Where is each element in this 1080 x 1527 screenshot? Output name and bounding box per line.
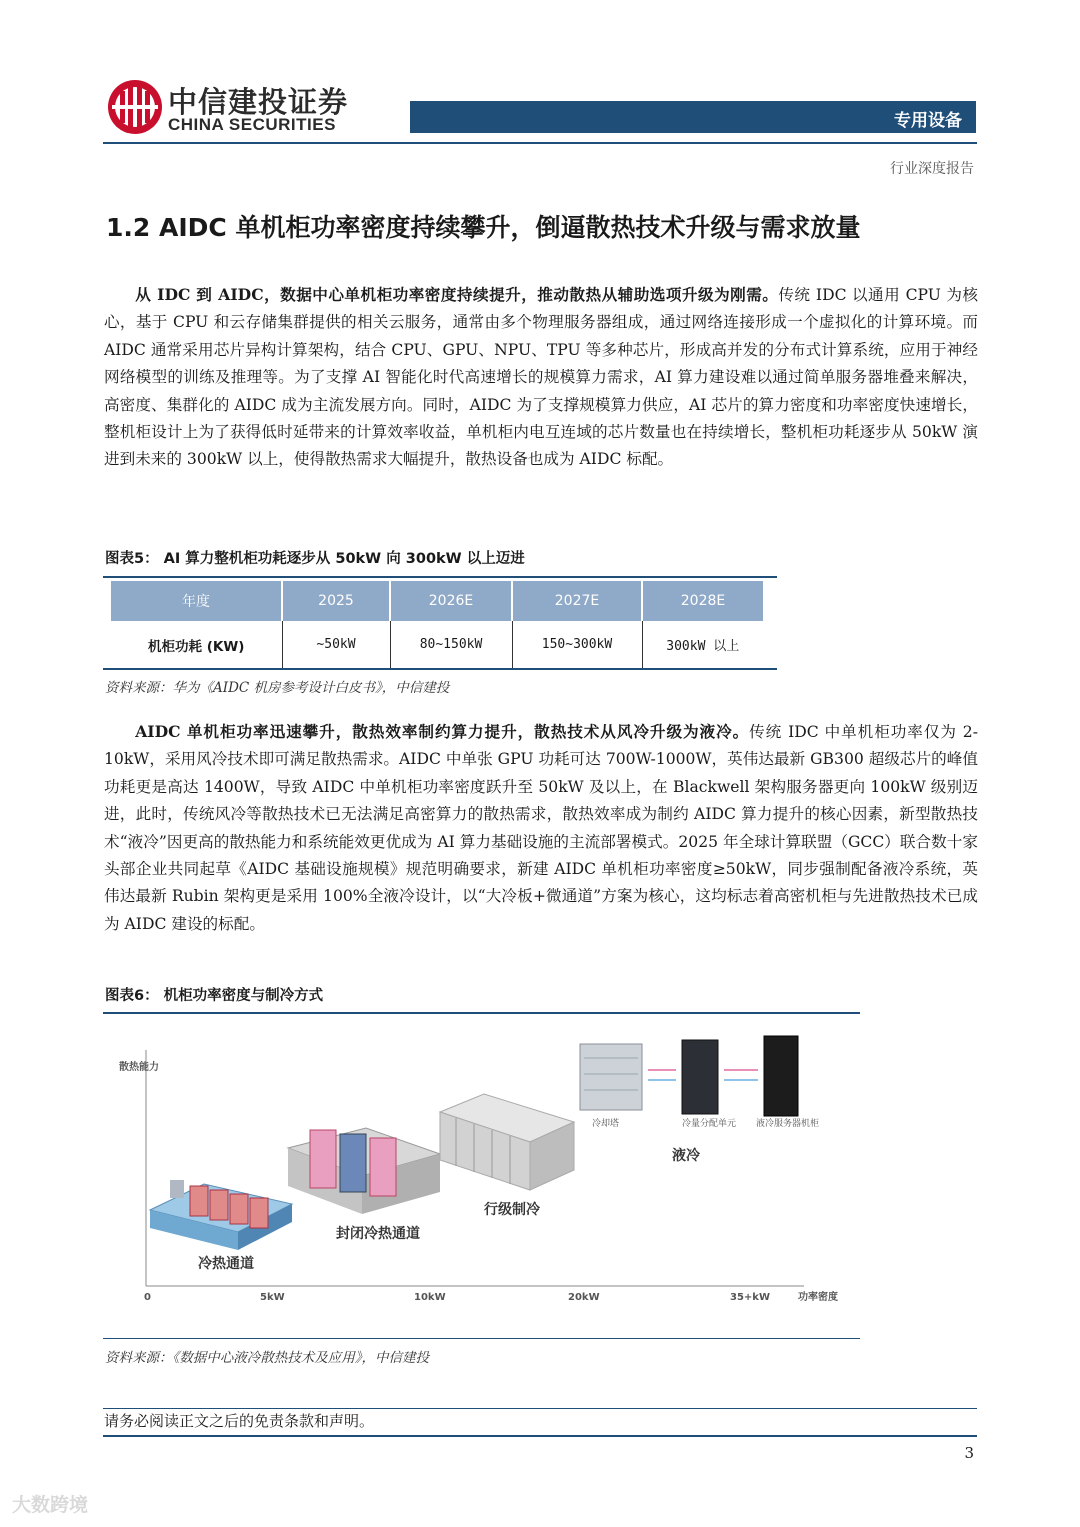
part-label: 冷却塔	[592, 1119, 620, 1129]
paragraph-liquid-cooling	[104, 718, 978, 938]
sector-label: 专用设备	[894, 111, 962, 131]
x-tick-label: 0	[144, 1292, 151, 1303]
stage-label: 冷热通道	[198, 1256, 254, 1272]
figure5-source: 资料来源：华为《AIDC 机房参考设计白皮书》，中信建投	[105, 680, 450, 696]
x-tick-label: 5kW	[260, 1292, 285, 1303]
stage-hot-cold-aisle	[150, 1180, 292, 1272]
figure6-source: 资料来源：《数据中心液冷散热技术及应用》，中信建投	[105, 1350, 429, 1366]
paragraph-idc-to-aidc	[104, 281, 978, 474]
figure5-label: 图表5： AI 算力整机柜功耗逐步从 50kW 向 300kW 以上迈进	[105, 551, 525, 567]
paragraph-lead: AIDC 单机柜功率迅速攀升，散热效率制约算力提升，散热技术从风冷升级为液冷。	[135, 722, 750, 741]
table-header-row	[111, 581, 763, 621]
stage-enclosed-aisle	[288, 1128, 440, 1242]
logo-name-en: CHINA SECURITIES	[168, 115, 336, 134]
table-header-cell: 2027E	[512, 581, 642, 621]
stage-label: 行级制冷	[484, 1202, 540, 1218]
report-type: 行业深度报告	[890, 161, 974, 177]
company-logo	[106, 78, 164, 136]
stage-liquid-cooling	[580, 1036, 819, 1164]
watermark: 大数跨境	[12, 1494, 89, 1516]
table-cell: 机柜功耗 (KW)	[111, 621, 282, 668]
part-label: 液冷服务器机柜	[756, 1119, 820, 1129]
footer-top-rule	[103, 1408, 977, 1409]
figure6-bottom-rule	[103, 1338, 860, 1339]
paragraph-lead: 从 IDC 到 AIDC，数据中心单机柜功率密度持续提升，推动散热从辅助选项升级为刚需。	[135, 285, 779, 304]
liquid-rack-icon	[764, 1036, 798, 1116]
part-label: 冷量分配单元	[682, 1119, 737, 1129]
table-cell: ~50kW	[282, 621, 390, 668]
footer-bottom-rule	[103, 1435, 977, 1437]
figure5-bottom-rule	[103, 668, 777, 670]
paragraph-body: 传统 IDC 以通用 CPU 为核心，基于 CPU 和云存储集群提供的相关云服务，通常由多个物理服务器组成，通过网络连接形成一个虚拟化的计算环境。而 AIDC 通常采用芯片异构计算架构，结合 CPU、GPU、NPU、TPU 等多种芯片，形成高并发的分布式计算系统，应用于神经网络模型的训练及推理等。为了支撑 AI 智能化时代高速增长的规模算力需求，AI 算力建设难以通过简单服务器堆叠来解决，高密度、集群化的 AIDC 成为主流发展方向。同时，AIDC 为了支撑规模算力供应，AI 芯片的算力密度和功率密度快速增长，整机柜设计上为了获得低时延带来的计算效率收益，单机柜内电互连域的芯片数量也在持续增长，整机柜功耗逐步从 50kW 演进到未来的 300kW 以上，使得散热需求大幅提升，散热设备也成为 AIDC 标配。	[104, 286, 979, 469]
table-cell: 300kW 以上	[666, 639, 740, 654]
cdu-icon	[682, 1040, 718, 1114]
header-divider	[103, 142, 977, 144]
stage-row-cooling	[440, 1094, 574, 1218]
china-securities-logo-icon	[106, 78, 164, 136]
cooling-diagram	[104, 1018, 860, 1336]
cooling-tower-icon	[580, 1044, 642, 1110]
table-header-cell: 2026E	[390, 581, 512, 621]
table-row	[111, 621, 763, 668]
figure6-top-rule	[103, 1012, 860, 1014]
power-table	[111, 581, 763, 668]
page-number: 3	[964, 1444, 974, 1462]
figure5-top-rule	[103, 576, 777, 578]
table-header-cell: 年度	[111, 581, 282, 621]
paragraph-body: 传统 IDC 中单机柜功率仅为 2-10kW，采用风冷技术即可满足散热需求。AIDC 中单张 GPU 功耗可达 700W-1000W，英伟达最新 GB300 超级芯片的峰值功耗更是高达 1400W，导致 AIDC 中单机柜功率密度跃升至 50kW 及以上，在 Blackwell 架构服务器更向 100kW 级别迈进，此时，传统风冷等散热技术已无法满足高密算力的散热需求，散热效率成为制约 AIDC 算力提升的核心因素，新型散热技术“液冷”因更高的散热能力和系统能效更优成为 AI 算力基础设施的主流部署模式。2025 年全球计算联盟（GCC）联合数十家头部企业共同起草《AIDC 基础设施规模》规范明确要求，新建 AIDC 单机柜功率密度≥50kW，同步强制配备液冷系统，英伟达最新 Rubin 架构更是采用 100%全液冷设计，以“大冷板+微通道”方案为核心，这均标志着高密机柜与先进散热技术已成为 AIDC 建设的标配。	[104, 723, 978, 933]
x-tick-label: 35+kW	[730, 1292, 770, 1303]
x-axis-label: 功率密度	[798, 1292, 838, 1303]
figure6-label: 图表6： 机柜功率密度与制冷方式	[105, 988, 324, 1004]
section-title: 1.2 AIDC 单机柜功率密度持续攀升，倒逼散热技术升级与需求放量	[106, 213, 861, 242]
sector-banner	[410, 101, 976, 133]
disclaimer: 请务必阅读正文之后的免责条款和声明。	[104, 1412, 375, 1430]
table-cell: 80~150kW	[390, 621, 512, 668]
table-header-cell: 2028E	[642, 581, 763, 621]
table-header-cell: 2025	[282, 581, 390, 621]
stage-label: 液冷	[672, 1148, 700, 1164]
logo-name-cn: 中信建投证券	[168, 85, 349, 119]
table-cell: 150~300kW	[512, 621, 642, 668]
y-axis-label: 散热能力	[119, 1062, 159, 1073]
stage-label: 封闭冷热通道	[336, 1226, 420, 1242]
x-tick-label: 10kW	[414, 1292, 446, 1303]
x-tick-label: 20kW	[568, 1292, 600, 1303]
